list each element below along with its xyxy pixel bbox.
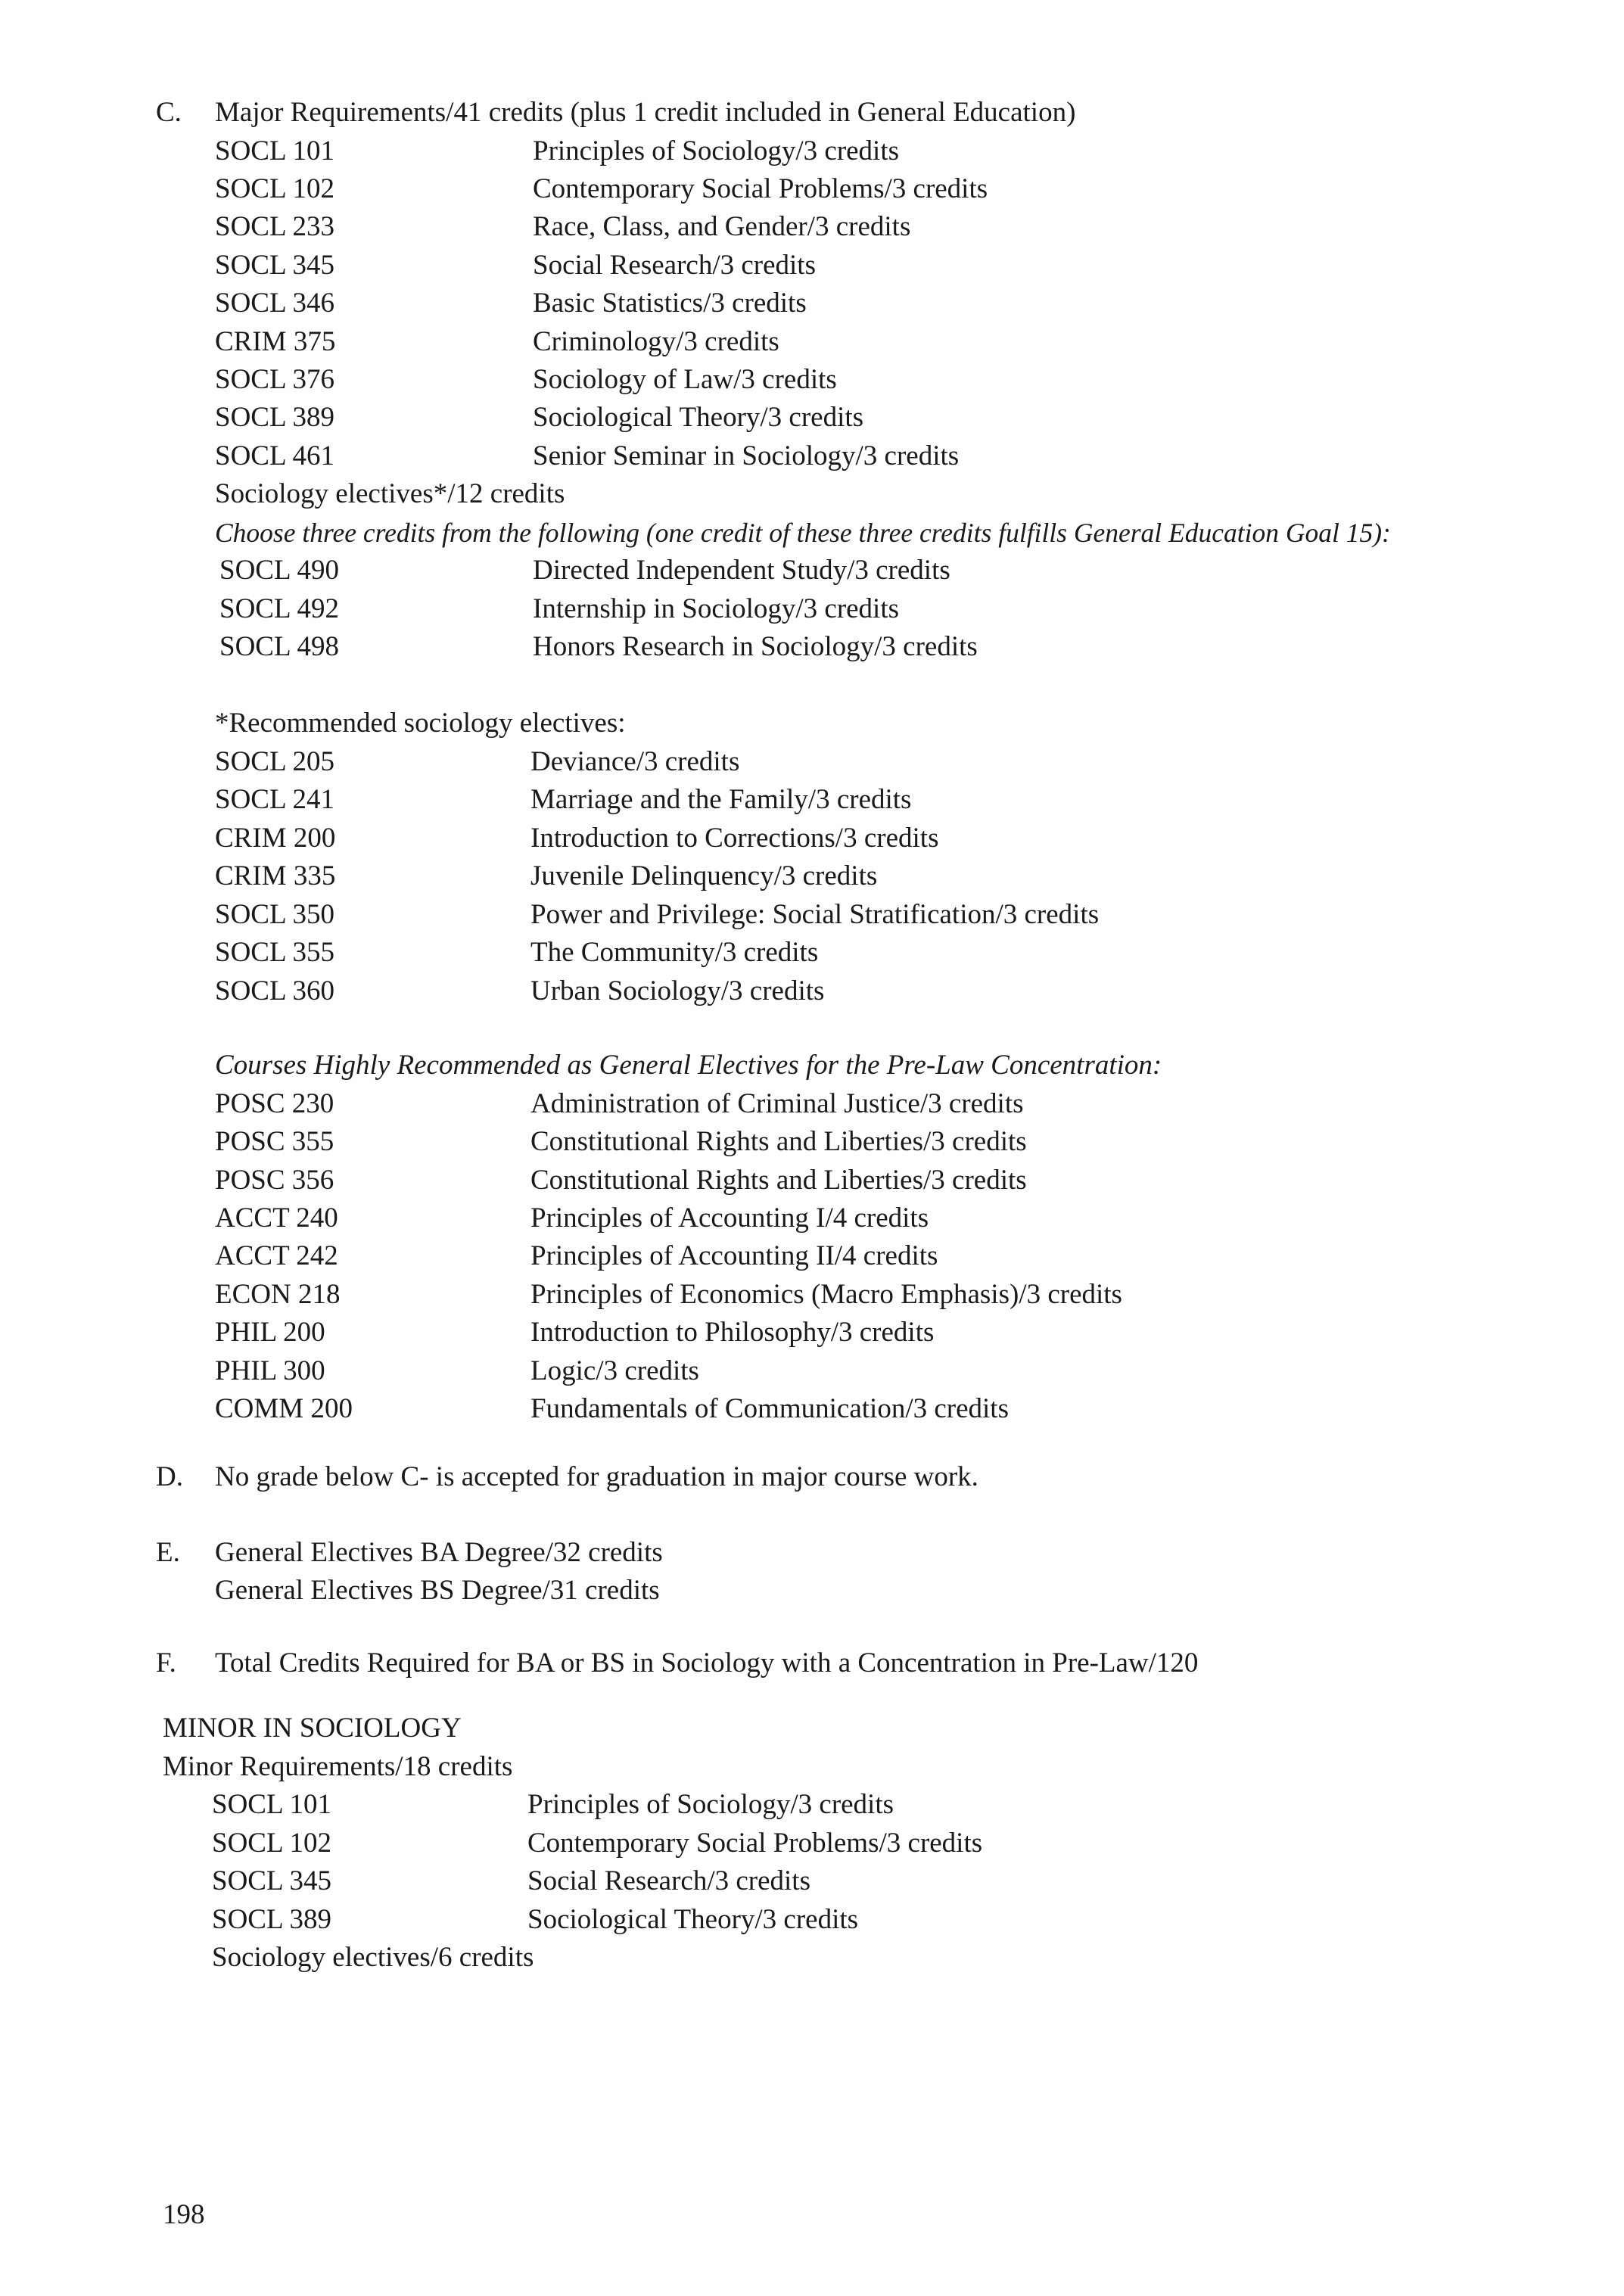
section-d-letter: D.: [156, 1461, 183, 1492]
choose-note: Choose three credits from the following (one credit of these three credits fulfills General Education Goal 15):: [215, 518, 1391, 548]
course-code: SOCL 376: [215, 364, 334, 395]
course-code: PHIL 300: [215, 1355, 325, 1386]
course-title: Internship in Sociology/3 credits: [533, 593, 900, 624]
course-title: Sociological Theory/3 credits: [527, 1904, 859, 1935]
course-code: POSC 230: [215, 1088, 334, 1119]
course-code: CRIM 335: [215, 860, 336, 891]
course-code: SOCL 233: [215, 211, 334, 242]
course-code: SOCL 102: [212, 1828, 331, 1859]
course-title: Directed Independent Study/3 credits: [533, 555, 950, 586]
course-code: SOCL 101: [215, 135, 334, 166]
course-code: POSC 355: [215, 1126, 334, 1157]
course-title: Sociological Theory/3 credits: [533, 402, 864, 433]
course-code: SOCL 490: [219, 555, 339, 586]
course-title: Basic Statistics/3 credits: [533, 288, 807, 319]
course-code: COMM 200: [215, 1393, 353, 1424]
course-code: SOCL 101: [212, 1789, 331, 1820]
course-title: Administration of Criminal Justice/3 credits: [530, 1088, 1024, 1119]
course-title: Principles of Sociology/3 credits: [527, 1789, 894, 1820]
recommended-electives-heading: *Recommended sociology electives:: [215, 708, 626, 739]
course-title: Introduction to Philosophy/3 credits: [530, 1317, 935, 1348]
course-title: Senior Seminar in Sociology/3 credits: [533, 440, 960, 471]
course-code: SOCL 345: [212, 1865, 331, 1896]
course-title: Contemporary Social Problems/3 credits: [533, 173, 988, 204]
section-e-line1: General Electives BA Degree/32 credits: [215, 1537, 663, 1568]
course-title: Principles of Accounting II/4 credits: [530, 1240, 938, 1271]
course-code: CRIM 375: [215, 326, 336, 357]
course-code: POSC 356: [215, 1165, 334, 1196]
course-code: SOCL 345: [215, 250, 334, 281]
course-title: Introduction to Corrections/3 credits: [530, 823, 939, 854]
sociology-electives-line: Sociology electives*/12 credits: [215, 478, 565, 509]
course-title: Principles of Accounting I/4 credits: [530, 1202, 929, 1234]
section-c-letter: C.: [156, 97, 182, 128]
course-title: Principles of Sociology/3 credits: [533, 135, 900, 166]
course-title: Criminology/3 credits: [533, 326, 779, 357]
minor-title: MINOR IN SOCIOLOGY: [163, 1713, 462, 1744]
course-title: The Community/3 credits: [530, 937, 819, 968]
course-code: ACCT 240: [215, 1202, 338, 1234]
course-code: SOCL 389: [215, 402, 334, 433]
course-title: Sociology of Law/3 credits: [533, 364, 837, 395]
section-e-line2: General Electives BS Degree/31 credits: [215, 1575, 660, 1606]
course-title: Social Research/3 credits: [533, 250, 816, 281]
minor-electives-line: Sociology electives/6 credits: [212, 1942, 534, 1973]
course-title: Principles of Economics (Macro Emphasis)/3 credits: [530, 1279, 1122, 1310]
course-title: Power and Privilege: Social Stratification/3 credits: [530, 899, 1100, 930]
section-d-text: No grade below C- is accepted for graduation in major course work.: [215, 1461, 978, 1492]
course-code: SOCL 205: [215, 746, 334, 777]
course-code: SOCL 389: [212, 1904, 331, 1935]
course-title: Marriage and the Family/3 credits: [530, 784, 912, 815]
course-code: SOCL 461: [215, 440, 334, 471]
course-title: Constitutional Rights and Liberties/3 credits: [530, 1126, 1027, 1157]
course-title: Logic/3 credits: [530, 1355, 699, 1386]
course-code: ACCT 242: [215, 1240, 338, 1271]
course-title: Contemporary Social Problems/3 credits: [527, 1828, 983, 1859]
course-title: Honors Research in Sociology/3 credits: [533, 631, 978, 662]
course-code: SOCL 360: [215, 975, 334, 1006]
section-e-letter: E.: [156, 1537, 180, 1568]
course-code: SOCL 492: [219, 593, 339, 624]
course-title: Fundamentals of Communication/3 credits: [530, 1393, 1009, 1424]
course-code: SOCL 241: [215, 784, 334, 815]
course-title: Juvenile Delinquency/3 credits: [530, 860, 878, 891]
section-c-heading: Major Requirements/41 credits (plus 1 credit included in General Education): [215, 97, 1076, 128]
course-code: ECON 218: [215, 1279, 341, 1310]
minor-requirements: Minor Requirements/18 credits: [163, 1751, 513, 1782]
course-title: Constitutional Rights and Liberties/3 credits: [530, 1165, 1027, 1196]
section-f-text: Total Credits Required for BA or BS in Sociology with a Concentration in Pre-Law/120: [215, 1647, 1199, 1678]
course-title: Social Research/3 credits: [527, 1865, 810, 1896]
section-f-letter: F.: [156, 1647, 176, 1678]
course-code: CRIM 200: [215, 823, 336, 854]
course-code: SOCL 355: [215, 937, 334, 968]
course-title: Urban Sociology/3 credits: [530, 975, 825, 1006]
page-number: 198: [163, 2199, 205, 2230]
course-code: PHIL 200: [215, 1317, 325, 1348]
course-code: SOCL 102: [215, 173, 334, 204]
prelaw-heading: Courses Highly Recommended as General Electives for the Pre-Law Concentration:: [215, 1050, 1162, 1081]
course-code: SOCL 346: [215, 288, 334, 319]
course-title: Deviance/3 credits: [530, 746, 740, 777]
course-title: Race, Class, and Gender/3 credits: [533, 211, 911, 242]
course-code: SOCL 350: [215, 899, 334, 930]
course-code: SOCL 498: [219, 631, 339, 662]
